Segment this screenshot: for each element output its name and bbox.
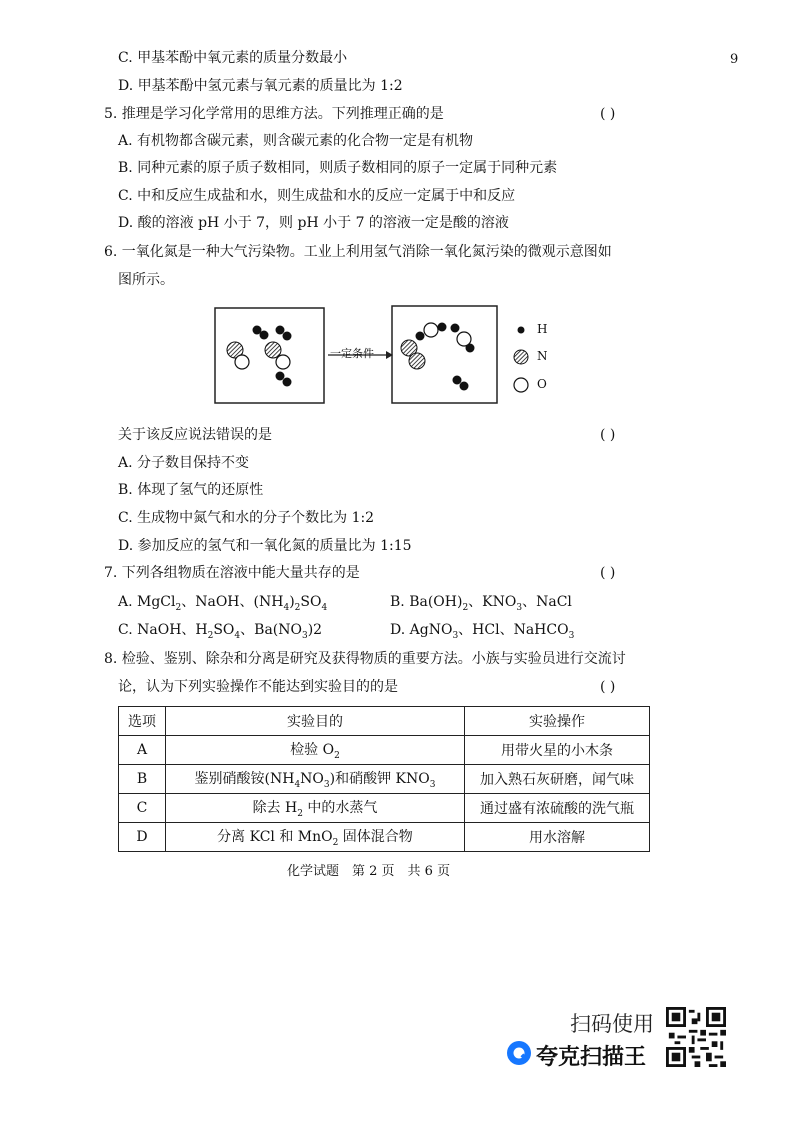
q4-option-d: D. 甲基苯酚中氢元素与氧元素的质量比为 1:2 xyxy=(118,78,403,94)
table-row: B 鉴别硝酸铵$(NH_4NO_3)$和硝酸钾 $KNO_3$ 加入熟石灰研磨，闻气味 xyxy=(119,765,650,794)
q6-stem-line1: 6. 一氧化氮是一种大气污染物。工业上利用氢气消除一氧化氮污染的微观示意图如 xyxy=(104,244,612,260)
q7-option-b: B. $Ba(OH)_2$、$KNO_3$、NaCl xyxy=(390,594,572,613)
q8-stem-line1: 8. 检验、鉴别、除杂和分离是研究及获得物质的重要方法。小族与实验员进行交流讨 xyxy=(104,651,626,667)
reaction-condition-label: 一定条件 xyxy=(330,347,374,360)
q7-stem: 7. 下列各组物质在溶液中能大量共存的是 xyxy=(104,565,360,581)
qr-code-icon[interactable] xyxy=(666,1007,726,1067)
q7-option-c: C. NaOH、$H_2SO_4$、$Ba(NO_3)2$ xyxy=(118,622,323,641)
legend-h-label: H xyxy=(537,322,548,336)
q6-stem-line2: 图所示。 xyxy=(118,272,174,288)
header-option: 选项 xyxy=(119,707,166,736)
q6-question: 关于该反应说法错误的是 xyxy=(118,427,272,443)
q6-option-b: B. 体现了氢气的还原性 xyxy=(118,482,264,498)
reaction-diagram xyxy=(210,300,560,408)
table-row: A 检验 $O_2$ 用带火星的小木条 xyxy=(119,736,650,765)
q5-stem: 5. 推理是学习化学常用的思维方法。下列推理正确的是 xyxy=(104,106,444,122)
experiment-table xyxy=(118,706,650,852)
table-row: C 除去 $H_2$ 中的水蒸气 通过盛有浓硫酸的洗气瓶 xyxy=(119,794,650,823)
q6-answer-paren: ( ) xyxy=(600,427,616,443)
q5-option-c: C. 中和反应生成盐和水，则生成盐和水的反应一定属于中和反应 xyxy=(118,188,516,204)
q5-option-a: A. 有机物都含碳元素，则含碳元素的化合物一定是有机物 xyxy=(118,133,474,149)
table-header-row xyxy=(119,707,650,736)
q7-option-d: D. AgNO$_3$、HCl、NaHCO$_3$ xyxy=(390,622,575,641)
q4-option-c: C. 甲基苯酚中氧元素的质量分数最小 xyxy=(118,50,348,66)
q6-option-c: C. 生成物中氮气和水的分子个数比为 1:2 xyxy=(118,510,375,526)
header-operation: 实验操作 xyxy=(465,707,650,736)
q6-option-a: A. 分子数目保持不变 xyxy=(118,455,250,471)
q7-answer-paren: ( ) xyxy=(600,565,616,581)
legend-n-label: N xyxy=(537,349,548,363)
scan-use-label: 扫码使用 xyxy=(570,1012,654,1036)
header-purpose: 实验目的 xyxy=(166,707,465,736)
q5-option-d: D. 酸的溶液 pH 小于 7，则 pH 小于 7 的溶液一定是酸的溶液 xyxy=(118,215,509,231)
q8-answer-paren: ( ) xyxy=(600,679,616,695)
scanner-brand: 夸克扫描王 xyxy=(536,1045,647,1070)
q5-answer-paren: ( ) xyxy=(600,106,616,122)
q8-stem-line2: 论，认为下列实验操作不能达到实验目的的是 xyxy=(118,679,398,695)
brand-logo-icon xyxy=(506,1040,532,1066)
legend-o-label: O xyxy=(537,377,547,391)
table-row: D 分离 KCl 和 MnO$_2$ 固体混合物 用水溶解 xyxy=(119,823,650,852)
page-footer: 化学试题 第 2 页 共 6 页 xyxy=(287,864,451,879)
q7-option-a: A. MgCl$_2$、NaOH、$(NH_4)_2SO_4$ xyxy=(118,594,328,613)
q6-option-d: D. 参加反应的氢气和一氧化氮的质量比为 1:15 xyxy=(118,538,412,554)
page-corner-number: 9 xyxy=(730,52,739,67)
q5-option-b: B. 同种元素的原子质子数相同，则质子数相同的原子一定属于同种元素 xyxy=(118,160,558,176)
